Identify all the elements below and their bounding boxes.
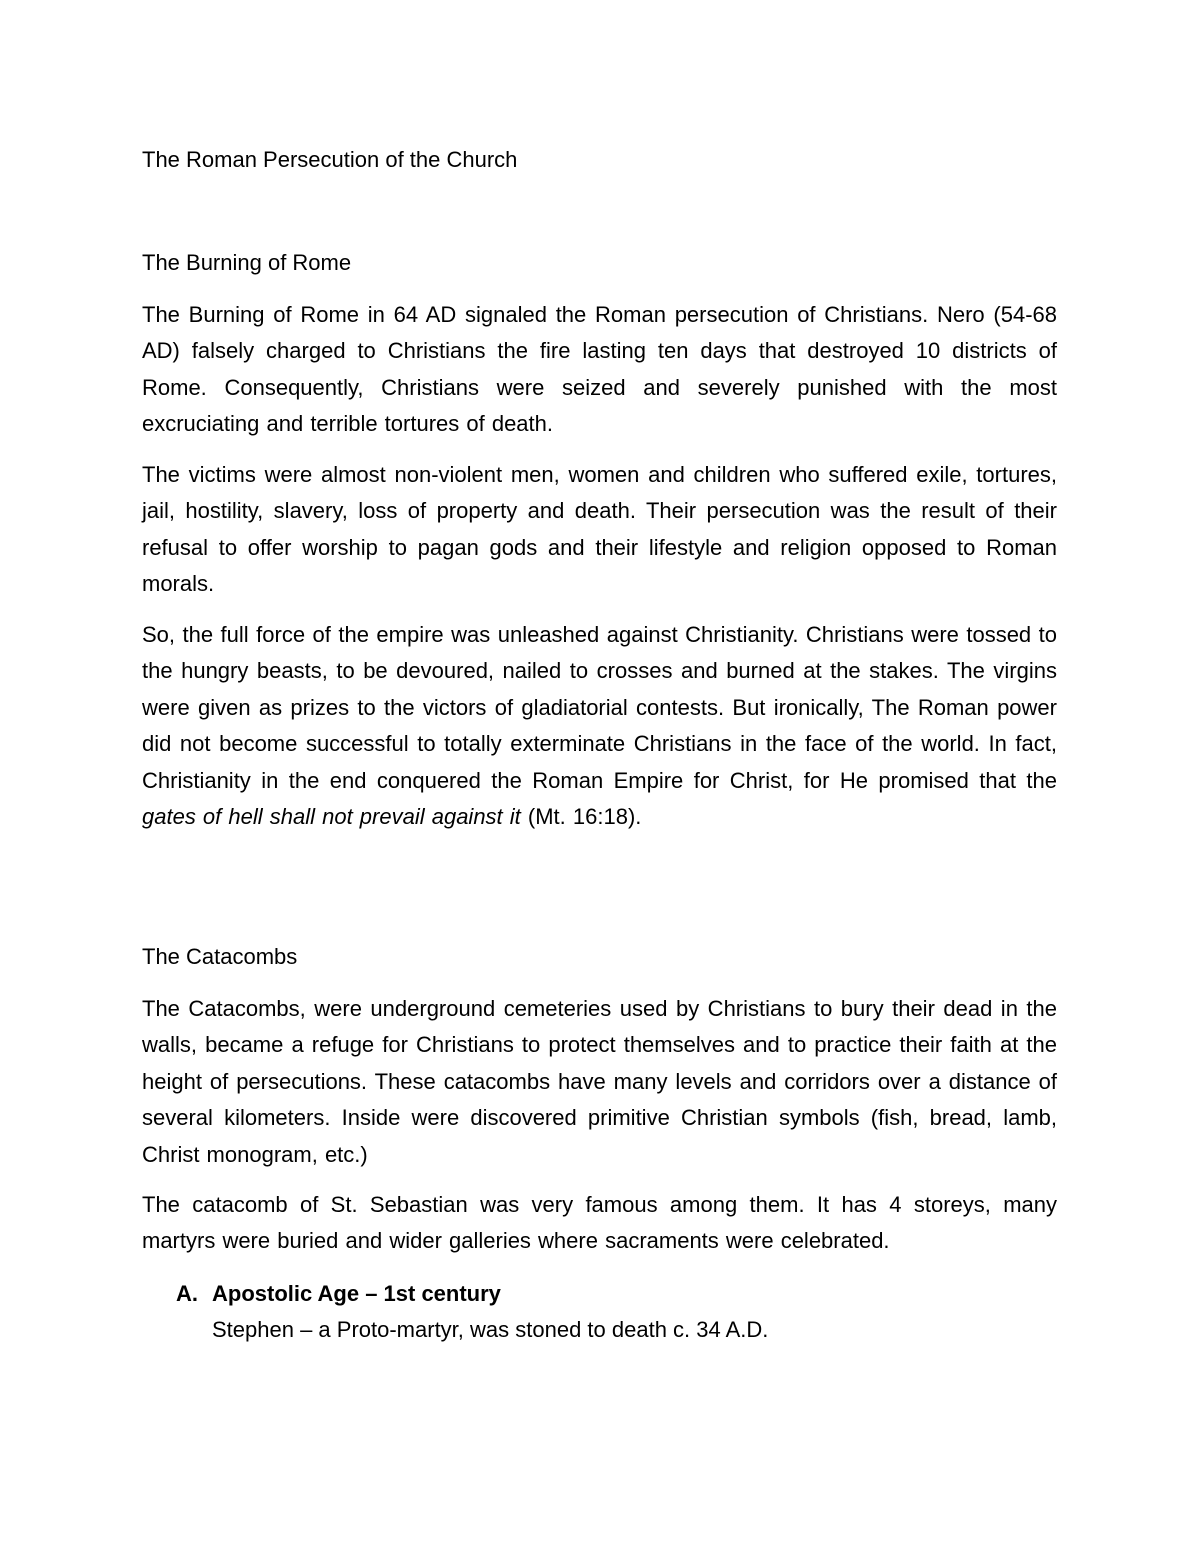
paragraph-catacombs-1: The Catacombs, were underground cemeteries used by Christians to bury their dead in the walls, became a refuge for Christians to protect themselves and to practice their faith at the height of persecutions. These catacombs have many levels and corridors over a distance of several kilometers. Inside were discovered primitive Christian symbols (fish, bread, lamb, Christ monogram, etc.): [142, 996, 1057, 1167]
paragraph-catacombs-2: The catacomb of St. Sebastian was very famous among them. It has 4 storeys, many martyrs were buried and wider galleries where sacraments were celebrated.: [142, 1192, 1057, 1254]
section-heading-catacombs: The Catacombs: [142, 944, 298, 969]
scripture-reference: (Mt. 16:18).: [527, 804, 642, 830]
list-item-text: Stephen – a Proto-martyr, was stoned to death c. 34 A.D.: [212, 1317, 769, 1342]
list-item-title: Apostolic Age – 1st century: [212, 1281, 501, 1306]
section-heading-burning-of-rome: The Burning of Rome: [142, 250, 352, 275]
paragraph-burning-3: [142, 617, 1057, 835]
scripture-quote: gates of hell shall not prevail against it: [142, 804, 521, 830]
list-marker: A.: [176, 1281, 198, 1306]
paragraph-burning-2: The victims were almost non-violent men, women and children who suffered exile, tortures, jail, hostility, slavery, loss of property and death. Their persecution was the result of their refusal to offer worship to pagan gods and their lifestyle and religion opposed to Roman morals.: [142, 462, 1057, 597]
paragraph-burning-1: The Burning of Rome in 64 AD signaled the Roman persecution of Christians. Nero (54-68 AD) falsely charged to Christians the fire lasting ten days that destroyed 10 districts of Rome. Consequently, Christians were seized and severely punished with the most excruciating and terrible tortures of death.: [142, 302, 1057, 437]
paragraph-burning-3-text: So, the full force of the empire was unleashed against Christianity. Christians were tossed to the hungry beasts, to be devoured, nailed to crosses and burned at the stakes. The virgins were given as prizes to the victors of gladiatorial contests. But ironically, The Roman power did not become successful to totally exterminate Christians in the face of the world. In fact, Christianity in the end conquered the Roman Empire for Christ, for He promised that the: [142, 622, 1057, 793]
document-title: The Roman Persecution of the Church: [142, 147, 518, 172]
